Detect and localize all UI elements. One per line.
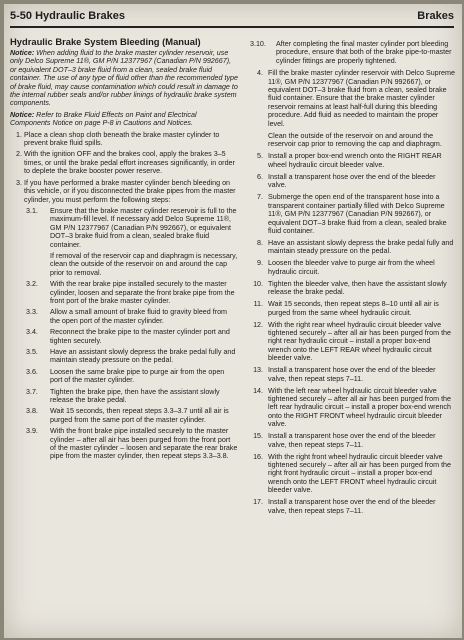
step-15: 15. Install a transparent hose over the end of the bleeder valve, then repeat steps 7–11. (253, 432, 436, 449)
page-number-title: 5-50 Hydraulic Brakes (10, 10, 125, 22)
step-3-3: 3.3. Allow a small amount of brake fluid to gravity bleed from the open port of the master cylinder. (26, 308, 228, 325)
step-3-6: 3.6. Loosen the same brake pipe to purge air from the open port of the master cylinder. (26, 367, 225, 385)
step-5: 5. Install a proper box-end wrench onto the RIGHT REAR wheel hydraulic circuit bleeder valve. (257, 152, 442, 169)
step-13: 13. Install a transparent hose over the end of the bleeder valve, then repeat steps 7–11. (253, 366, 436, 383)
step-16: 16. With the right front wheel hydraulic circuit bleeder valve tightened securely – after all air has been purged from the right front hydraulic circuit – install a proper box-end wrench onto the LEFT FRONT wheel hydraulic circuit bleeder valve. (253, 452, 451, 495)
step-3-2: 3.2. With the rear brake pipe installed securely to the master cylinder, loosen and separate the front brake pipe from the front port of the brake master cylinder. (26, 280, 235, 305)
step-3-9: 3.9. With the front brake pipe installed securely to the master cylinder – after all air has been purged from the front port of the master cylinder – loosen and separate the rear brake pipe from the master cylinder, then repeat steps 3.3–3.8. (26, 427, 238, 461)
section-title: Brakes (417, 10, 454, 22)
step-3: 3. If you have performed a brake master cylinder bench bleeding on this vehicle, or if you disconnected the brake pipes from the master cylinder, you must perform the following steps: (16, 178, 236, 204)
step-12: 12. With the right rear wheel hydraulic circuit bleeder valve tightened securely – after all air has been purged from the right rear hydraulic circuit – install a proper box-end wrench onto the LEFT REAR wheel hydraulic circuit bleeder valve. (253, 320, 451, 363)
notice-fluid: Notice: When adding fluid to the brake master cylinder reservoir, use only Delco Supreme 11®, GM P/N 12377967 (Canadian P/N 992667), or equivalent DOT–3 brake fluid from a clean, sealed brake fluid container. The use of any type of fluid other than the recommended type of brake fluid, may cause contamination which could result in damage to the internal rubber seals and/or rubber linings of hydraulic brake system components. (10, 49, 238, 108)
manual-page (4, 4, 462, 638)
step-2: 2. With the ignition OFF and the brakes cool, apply the brakes 3–5 times, or until the brake pedal effort increases significantly, in order to deplete the brake booster power reserve. (16, 150, 235, 176)
page-header (10, 12, 454, 28)
step-1: 1. Place a clean shop cloth beneath the brake master cylinder to prevent brake fluid spills. (16, 130, 220, 148)
step-3-1-note: If removal of the reservoir cap and diaphragm is necessary, clean the outside of the reservoir on and around the cap prior to removal. (50, 251, 238, 277)
left-column (10, 36, 238, 464)
step-10: 10. Tighten the bleeder valve, then have the assistant slowly release the brake pedal. (253, 279, 447, 297)
step-17: 17. Install a transparent hose over the end of the bleeder valve, then repeat steps 7–11. (253, 498, 436, 515)
step-6: 6. Install a transparent hose over the end of the bleeder valve. (257, 172, 436, 190)
step-8: 8. Have an assistant slowly depress the brake pedal fully and maintain steady pressure on the pedal. (257, 238, 454, 256)
notice-paint: Notice: Refer to Brake Fluid Effects on Paint and Electrical Components Notice on page P-8 in Cautions and Notices. (10, 110, 197, 128)
step-3-5: 3.5. Have an assistant slowly depress the brake pedal fully and maintain steady pressure on the pedal. (26, 348, 236, 365)
step-3-8: 3.8. Wait 15 seconds, then repeat steps 3.3–3.7 until all air is purged from the same port of the master cylinder. (26, 407, 229, 424)
step-3-10: 3.10. After completing the final master cylinder port bleeding procedure, ensure that both of the brake pipe-to-master cylinder fittings are properly tightened. (250, 40, 452, 65)
step-4: 4. Fill the brake master cylinder reservoir with Delco Supreme 11®, GM P/N 12377967 (Canadian P/N 992667), or equivalent DOT–3 brake fluid from a clean, sealed brake fluid container. Ensure that the brake master cylinder reservoir remains at least half-full during this bleeding procedure. Add fluid as needed to maintain the proper level. (257, 69, 455, 128)
step-14: 14. With the left rear wheel hydraulic circuit bleeder valve tightened securely – after all air has been purged from the left rear hydraulic circuit – install a proper box-end wrench onto the RIGHT FRONT wheel hydraulic circuit bleeder valve. (253, 386, 451, 429)
step-3-4: 3.4. Reconnect the brake pipe to the master cylinder port and tighten securely. (26, 328, 230, 345)
step-9: 9. Loosen the bleeder valve to purge air from the wheel hydraulic circuit. (257, 259, 435, 276)
right-column (250, 40, 455, 519)
step-4-note: Clean the outside of the reservoir on and around the reservoir cap prior to removing the cap and diaphragm. (268, 131, 442, 149)
procedure-title: Hydraulic Brake System Bleeding (Manual) (10, 36, 201, 47)
step-3-1: 3.1. Ensure that the brake master cylinder reservoir is full to the maximum-fill level. If necessary add Delco Supreme 11®, GM P/N 12377967 (Canadian P/N 992667), or equivalent DOT–3 brake fluid from a clean, sealed brake fluid container. (26, 206, 237, 249)
step-11: 11. Wait 15 seconds, then repeat steps 8–10 until all air is purged from the same wheel hydraulic circuit. (253, 300, 439, 317)
step-7: 7. Submerge the open end of the transparent hose into a transparent container partially filled with Delco Supreme 11®, GM P/N 12377967 (Canadian P/N 992667), or equivalent DOT–3 brake fluid from a clean, sealed brake fluid container. (257, 193, 447, 235)
step-3-7: 3.7. Tighten the brake pipe, then have the assistant slowly release the brake pedal. (26, 387, 220, 405)
